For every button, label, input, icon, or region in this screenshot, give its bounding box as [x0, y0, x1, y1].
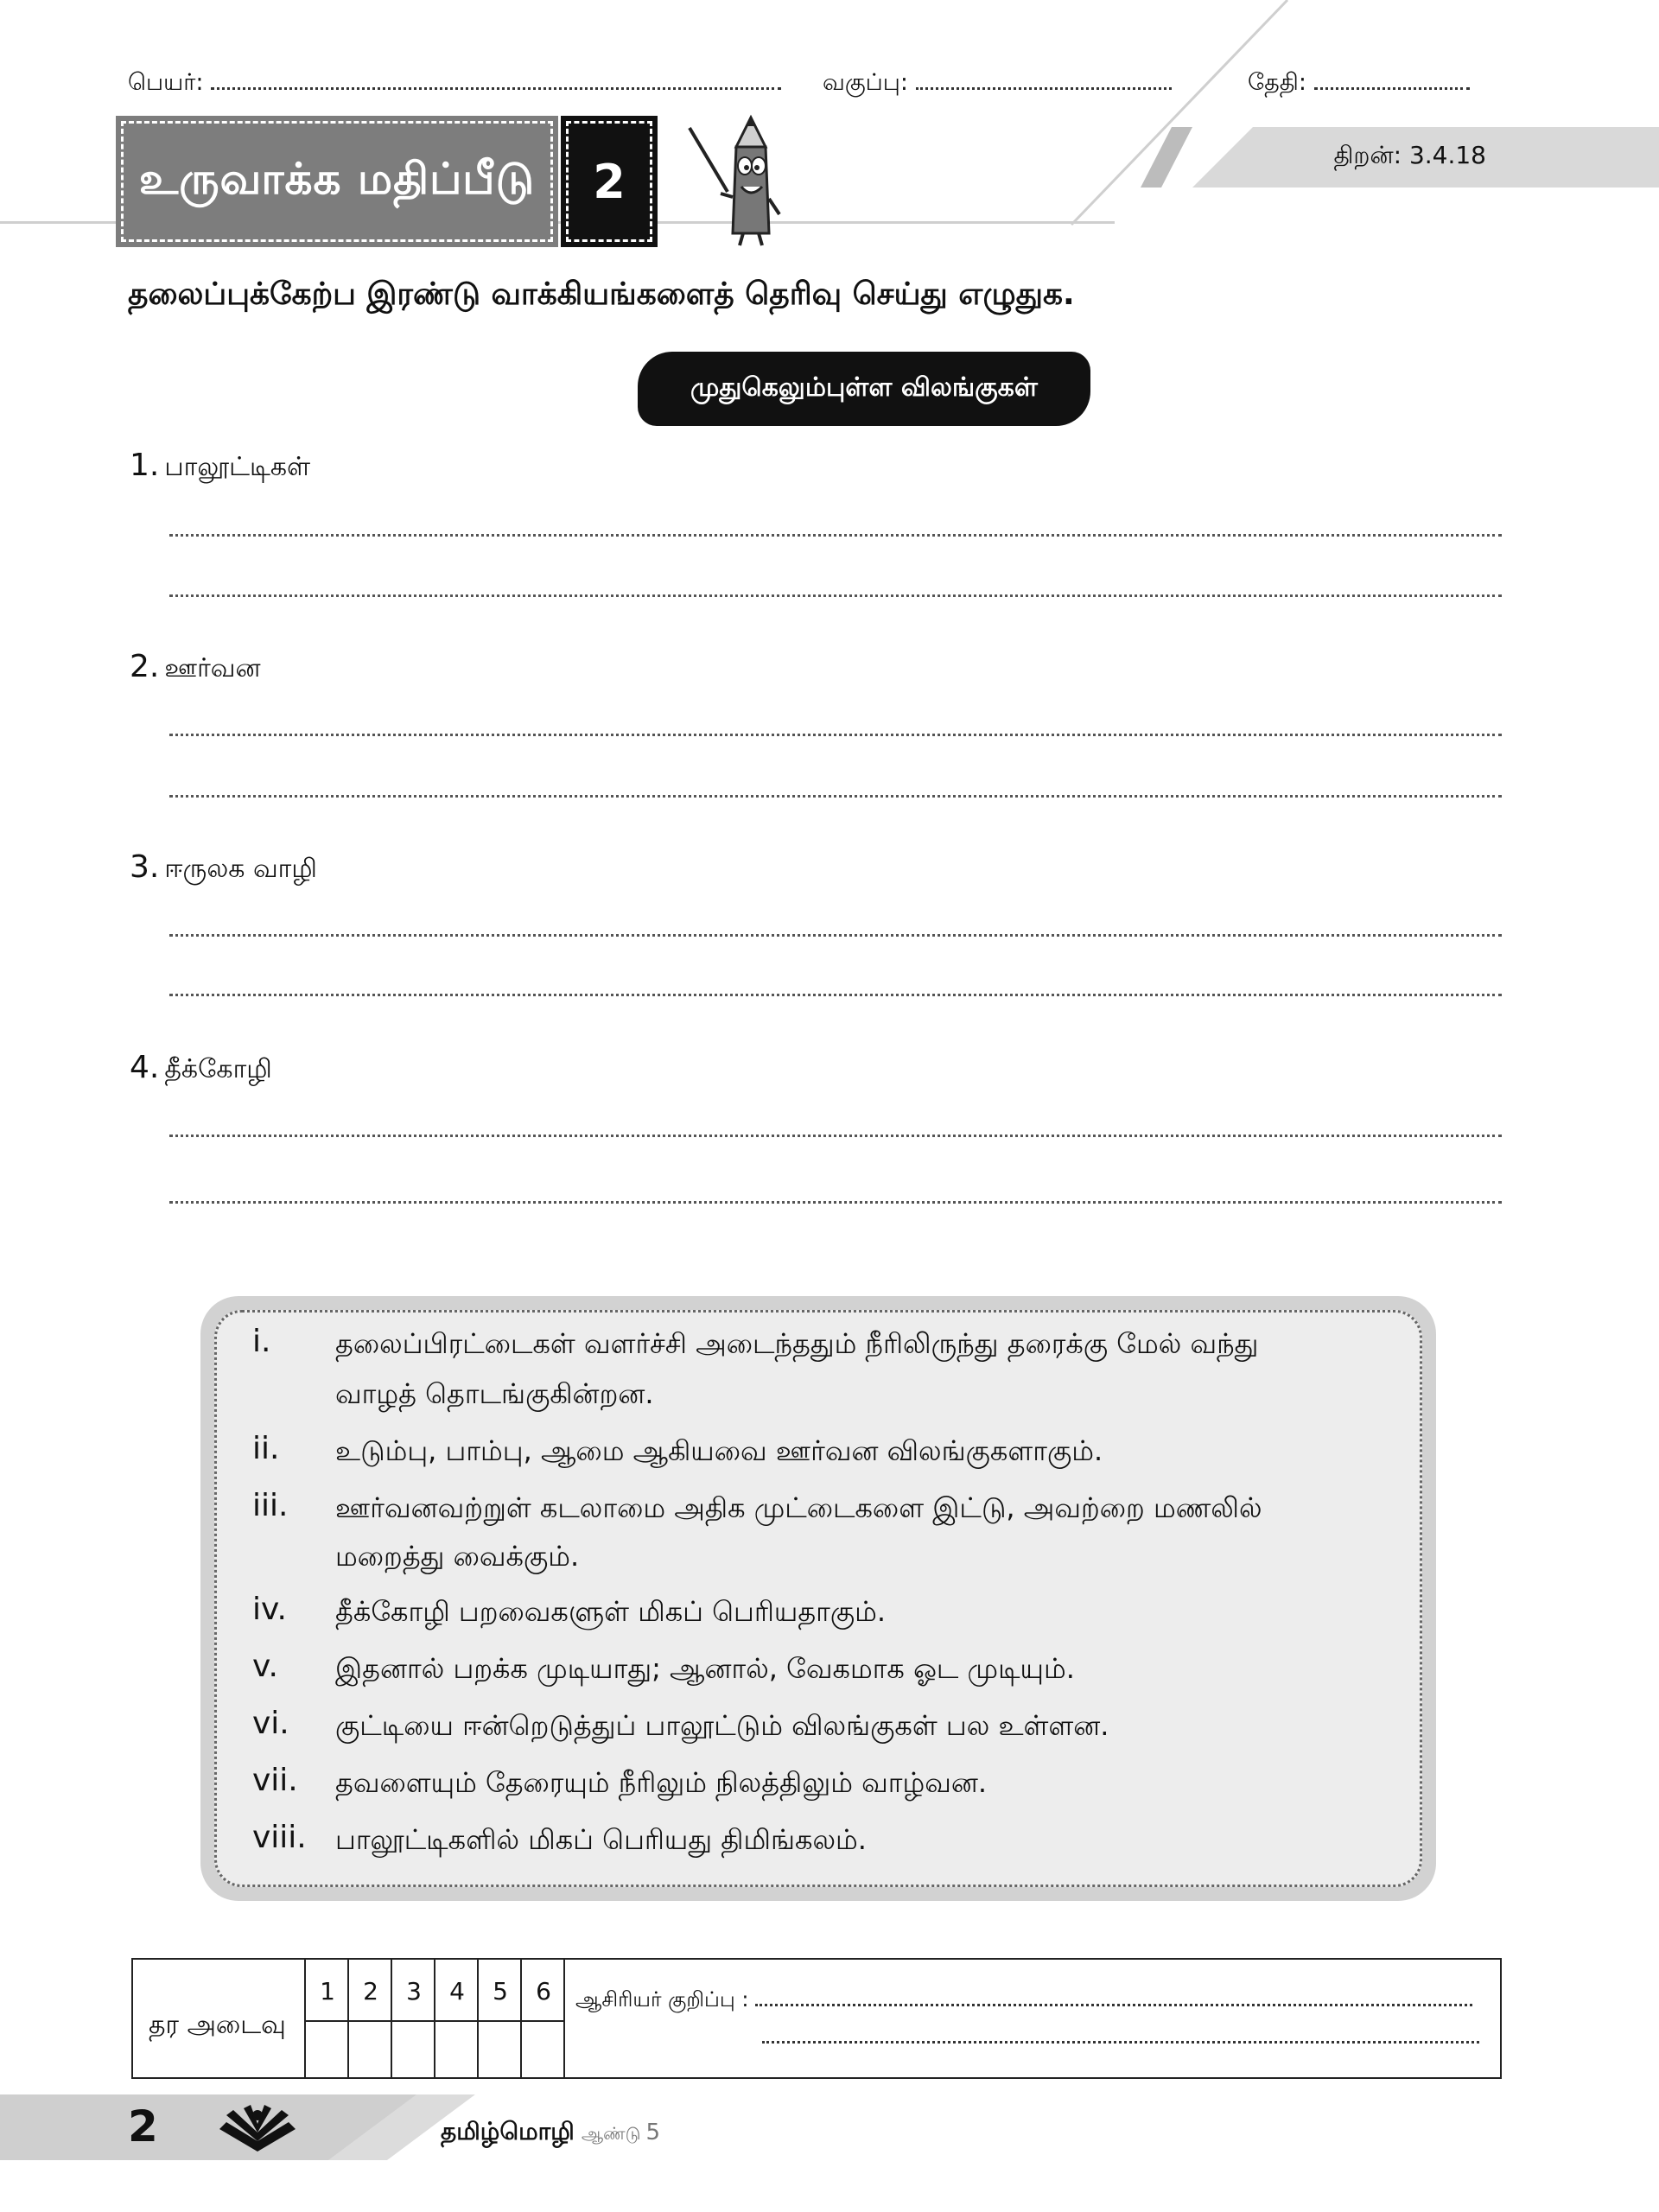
teacher-note-blank[interactable] [755, 1991, 1472, 2006]
name-blank[interactable] [211, 71, 781, 90]
skill-code [1333, 141, 1486, 173]
answer-line[interactable] [169, 734, 1502, 736]
answer-line[interactable] [169, 934, 1502, 937]
decorative-diagonal [1054, 0, 1313, 233]
answer-line[interactable] [169, 594, 1502, 597]
name-field [128, 69, 781, 99]
footer-book-title: தமிழ்மொழி ஆண்டு 5 [441, 2117, 660, 2145]
class-label: வகுப்பு: [823, 69, 908, 96]
question-1: 1. பாலூட்டிகள் [130, 448, 311, 483]
topic-heading [638, 352, 1090, 426]
level-1: 1 [320, 1977, 335, 2005]
date-label: தேதி: [1248, 69, 1306, 96]
level-6: 6 [536, 1977, 551, 2005]
answer-line[interactable] [169, 994, 1502, 996]
level-2: 2 [363, 1977, 378, 2005]
book-logo-icon [214, 2103, 301, 2155]
skill-value: 3.4.18 [1408, 141, 1486, 169]
page-number: 2 [128, 2101, 158, 2152]
answer-line[interactable] [169, 1135, 1502, 1137]
assessment-title: உருவாக்க மதிப்பீடு [138, 153, 536, 204]
name-label: பெயர்: [128, 69, 204, 96]
answer-line[interactable] [169, 795, 1502, 798]
pencil-mascot-icon [683, 112, 795, 251]
teacher-note-label: ஆசிரியர் குறிப்பு : [575, 1987, 749, 2012]
score-table [131, 1958, 1502, 2079]
assessment-number-box [566, 121, 652, 242]
date-blank[interactable] [1314, 71, 1470, 90]
answer-line[interactable] [169, 1201, 1502, 1204]
question-3: 3. ஈருலக வாழி [130, 849, 317, 885]
level-5: 5 [493, 1977, 508, 2005]
skill-label: திறன்: [1333, 141, 1402, 169]
assessment-title-box [121, 121, 553, 242]
level-3: 3 [406, 1977, 422, 2005]
teacher-note-blank-2[interactable] [762, 2041, 1479, 2044]
score-label: தர அடைவு [149, 2010, 286, 2040]
teacher-note [575, 1987, 1472, 2014]
level-4: 4 [449, 1977, 465, 2005]
instruction-text: தலைப்புக்கேற்ப இரண்டு வாக்கியங்களைத் தெரிவு செய்து எழுதுக. [128, 276, 1075, 312]
question-4: 4. தீக்கோழி [130, 1050, 272, 1085]
topic-text: முதுகெலும்புள்ள விலங்குகள் [690, 372, 1038, 403]
answer-line[interactable] [169, 534, 1502, 537]
question-2: 2. ஊர்வன [130, 649, 261, 684]
table-divider [306, 2020, 565, 2022]
assessment-number: 2 [593, 154, 626, 209]
